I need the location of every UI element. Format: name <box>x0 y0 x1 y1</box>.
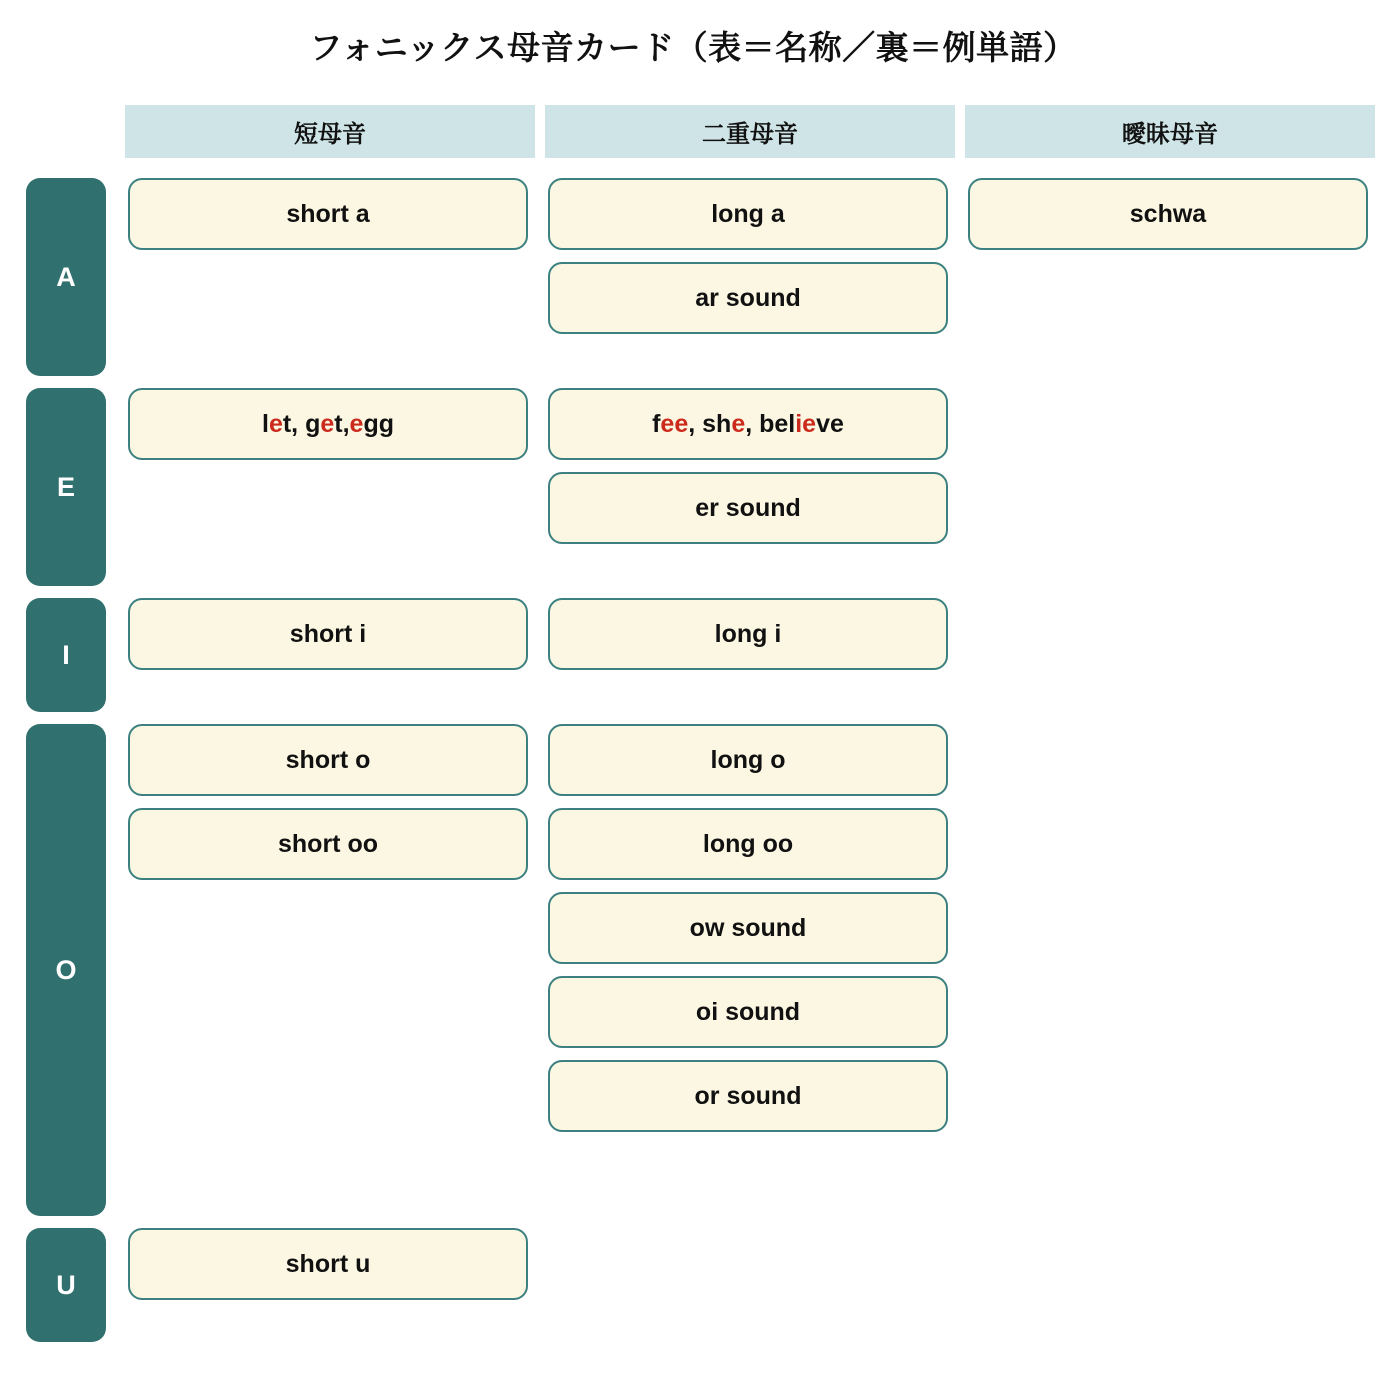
vowel-card[interactable]: short a <box>128 178 528 250</box>
cell-column-1 <box>548 178 948 346</box>
letter-tab-o[interactable]: O <box>26 724 106 1216</box>
vowel-row <box>0 598 1386 712</box>
cell-column-1 <box>548 724 948 1144</box>
cell-column-0 <box>128 388 528 472</box>
card-text-segment: , sh <box>688 409 732 438</box>
cell-column-0 <box>128 598 528 682</box>
vowel-card[interactable]: oi sound <box>548 976 948 1048</box>
card-text-segment: f <box>652 409 661 438</box>
vowel-grid <box>0 178 1386 1354</box>
column-header-diphthong: 二重母音 <box>545 105 955 158</box>
vowel-row <box>0 1228 1386 1342</box>
vowel-card[interactable]: er sound <box>548 472 948 544</box>
vowel-card[interactable]: ow sound <box>548 892 948 964</box>
column-header-row <box>0 105 1386 158</box>
card-text-segment: ie <box>795 409 817 438</box>
cell-column-0 <box>128 1228 528 1312</box>
vowel-card[interactable]: long i <box>548 598 948 670</box>
vowel-card[interactable]: short i <box>128 598 528 670</box>
vowel-card[interactable]: or sound <box>548 1060 948 1132</box>
cell-column-2 <box>968 178 1368 262</box>
cell-column-0 <box>128 178 528 262</box>
vowel-card[interactable]: short oo <box>128 808 528 880</box>
vowel-card[interactable]: long o <box>548 724 948 796</box>
column-header-short-vowel: 短母音 <box>125 105 535 158</box>
letter-tab-a[interactable]: A <box>26 178 106 376</box>
letter-tab-e[interactable]: E <box>26 388 106 586</box>
card-text-segment: t, g <box>282 409 321 438</box>
card-text-segment: t, <box>334 409 350 438</box>
row-columns <box>0 598 1386 712</box>
vowel-card[interactable]: long a <box>548 178 948 250</box>
vowel-card[interactable]: ar sound <box>548 262 948 334</box>
vowel-row <box>0 724 1386 1216</box>
cell-column-0 <box>128 724 528 892</box>
vowel-row <box>0 178 1386 376</box>
cell-column-1 <box>548 598 948 682</box>
column-header-schwa: 曖昧母音 <box>965 105 1375 158</box>
card-text-segment: ee <box>660 409 689 438</box>
row-columns <box>0 724 1386 1216</box>
card-text-segment: , bel <box>745 409 796 438</box>
cell-column-1 <box>548 388 948 556</box>
vowel-card[interactable]: long oo <box>548 808 948 880</box>
vowel-card[interactable]: schwa <box>968 178 1368 250</box>
vowel-row <box>0 388 1386 586</box>
vowel-card[interactable]: short o <box>128 724 528 796</box>
row-columns <box>0 178 1386 376</box>
letter-tab-u[interactable]: U <box>26 1228 106 1342</box>
page-title: フォニックス母音カード（表＝名称／裏＝例単語） <box>309 29 1077 66</box>
vowel-card[interactable] <box>548 388 948 460</box>
vowel-card[interactable]: short u <box>128 1228 528 1300</box>
card-text-segment: gg <box>363 409 394 438</box>
card-text-segment: e <box>320 409 335 438</box>
card-text-segment: e <box>731 409 746 438</box>
card-text-segment: ve <box>816 409 844 438</box>
vowel-card[interactable] <box>128 388 528 460</box>
card-text-segment: e <box>268 409 283 438</box>
row-columns <box>0 388 1386 586</box>
row-columns <box>0 1228 1386 1342</box>
card-text-segment: l <box>262 409 269 438</box>
letter-tab-i[interactable]: I <box>26 598 106 712</box>
card-text-segment: e <box>349 409 364 438</box>
